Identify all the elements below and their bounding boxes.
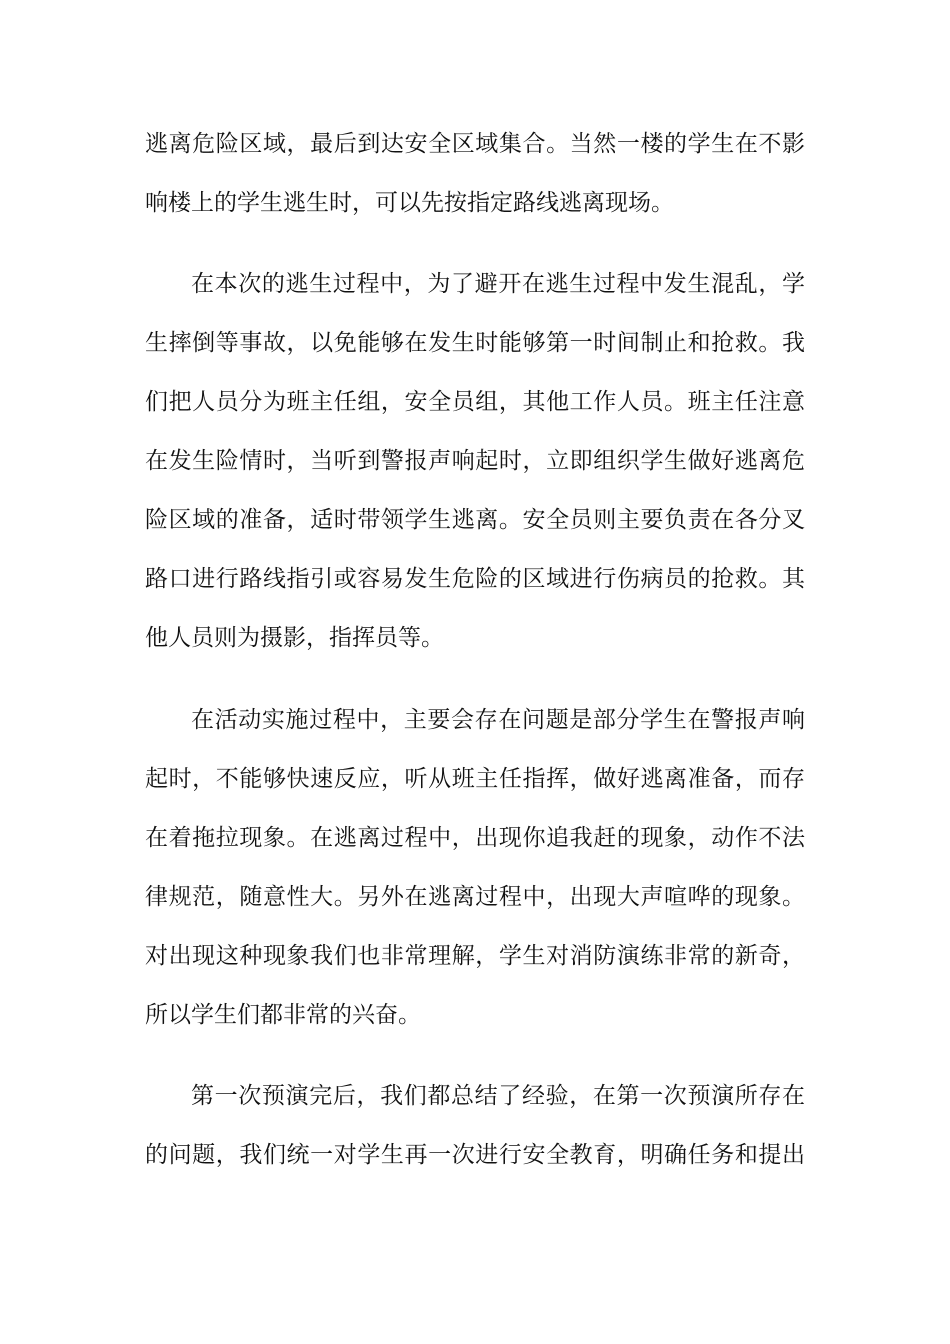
- text-line: 在本次的逃生过程中，为了避开在逃生过程中发生混乱，学: [191, 271, 805, 297]
- text-line: 在发生险情时，当听到警报声响起时，立即组织学生做好逃离危: [145, 448, 805, 474]
- text-line: 生摔倒等事故，以免能够在发生时能够第一时间制止和抢救。我: [145, 330, 805, 356]
- text-line: 路口进行路线指引或容易发生危险的区域进行伤病员的抢救。其: [145, 566, 805, 592]
- text-line: 所以学生们都非常的兴奋。: [145, 1002, 421, 1028]
- text-line: 逃离危险区域，最后到达安全区域集合。当然一楼的学生在不影: [145, 131, 805, 157]
- text-line: 他人员则为摄影，指挥员等。: [145, 625, 444, 651]
- text-line: 在着拖拉现象。在逃离过程中，出现你追我赶的现象，动作不法: [145, 825, 805, 851]
- text-line: 险区域的准备，适时带领学生逃离。安全员则主要负责在各分叉: [145, 507, 805, 533]
- text-line: 们把人员分为班主任组，安全员组，其他工作人员。班主任注意: [145, 389, 805, 415]
- text-line: 的问题，我们统一对学生再一次进行安全教育，明确任务和提出: [145, 1142, 805, 1168]
- text-line: 响楼上的学生逃生时，可以先按指定路线逃离现场。: [145, 190, 674, 216]
- text-line: 起时，不能够快速反应，听从班主任指挥，做好逃离准备，而存: [145, 766, 805, 792]
- text-line: 第一次预演完后，我们都总结了经验，在第一次预演所存在: [191, 1083, 805, 1109]
- text-line: 律规范，随意性大。另外在逃离过程中，出现大声喧哗的现象。: [145, 884, 805, 910]
- text-line: 对出现这种现象我们也非常理解，学生对消防演练非常的新奇，: [145, 943, 805, 969]
- text-line: 在活动实施过程中，主要会存在问题是部分学生在警报声响: [191, 707, 805, 733]
